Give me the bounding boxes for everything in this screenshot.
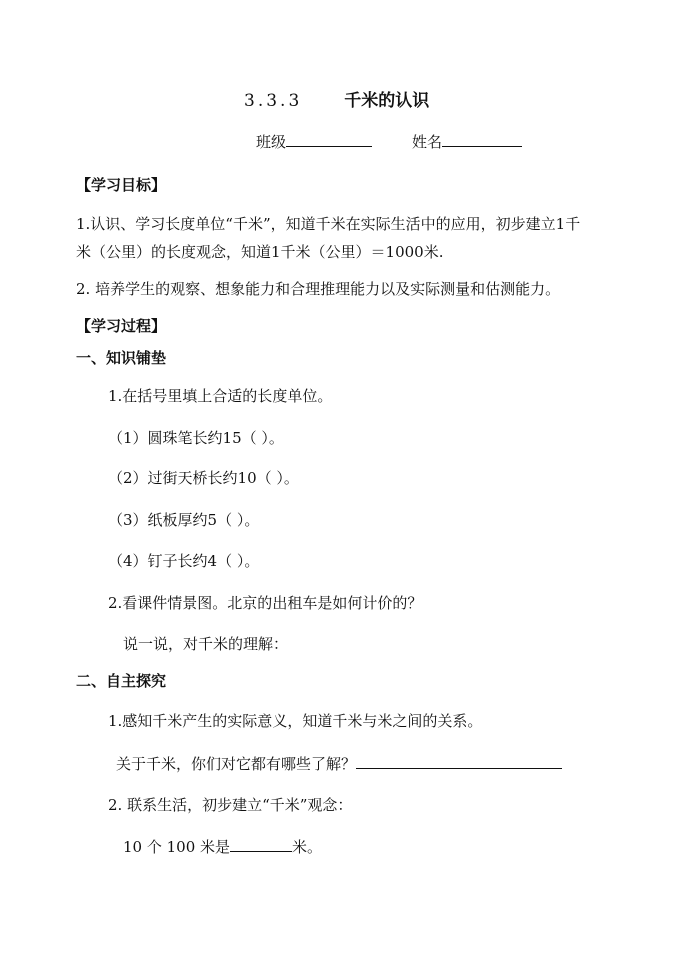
class-label: 班级 <box>256 133 287 151</box>
goal-1-line-1: 1.认识、学习长度单位“千米”，知道千米在实际生活中的应用，初步建立1千 <box>76 215 581 233</box>
page-title <box>244 86 429 111</box>
part2-question-2-sub <box>123 836 322 857</box>
part2-question-1-sub <box>116 753 562 774</box>
lesson-title: 千米的认识 <box>344 91 430 111</box>
part2-question-2-unit: 米。 <box>292 838 323 856</box>
part1-question-2: 2.看课件情景图。北京的出租车是如何计价的？ <box>108 594 423 612</box>
student-info <box>256 131 522 152</box>
goals-heading: 【学习目标】 <box>76 176 167 194</box>
answer-blank-2 <box>230 837 292 852</box>
part1-question-2-sub: 说一说，对千米的理解： <box>123 635 289 653</box>
name-blank <box>442 132 522 147</box>
name-label: 姓名 <box>412 133 443 151</box>
fill-item-2: （2）过街天桥长约10（ ）。 <box>108 469 299 487</box>
process-heading: 【学习过程】 <box>76 317 167 335</box>
answer-blank-1 <box>356 754 562 769</box>
part2-question-2-text: 10 个 100 米是 <box>123 838 231 856</box>
part1-heading: 一、知识铺垫 <box>76 349 167 367</box>
goal-2: 2. 培养学生的观察、想象能力和合理推理能力以及实际测量和估测能力。 <box>76 280 561 298</box>
lesson-number: 3.3.3 <box>244 91 303 111</box>
fill-item-3: （3）纸板厚约5（ ）。 <box>108 511 260 529</box>
part2-heading: 二、自主探究 <box>76 672 167 690</box>
class-blank <box>286 132 372 147</box>
part2-question-2: 2. 联系生活，初步建立“千米”观念： <box>108 796 353 814</box>
fill-item-4: （4）钉子长约4（ ）。 <box>108 552 260 570</box>
part2-question-1: 1.感知千米产生的实际意义，知道千米与米之间的关系。 <box>108 712 483 730</box>
goal-1-line-2: 米（公里）的长度观念，知道1千米（公里）＝1000米. <box>76 243 444 261</box>
fill-item-1: （1）圆珠笔长约15（ ）。 <box>108 429 284 447</box>
part2-question-1-text: 关于千米，你们对它都有哪些了解？ <box>116 755 357 773</box>
part1-question-1: 1.在括号里填上合适的长度单位。 <box>108 387 333 405</box>
